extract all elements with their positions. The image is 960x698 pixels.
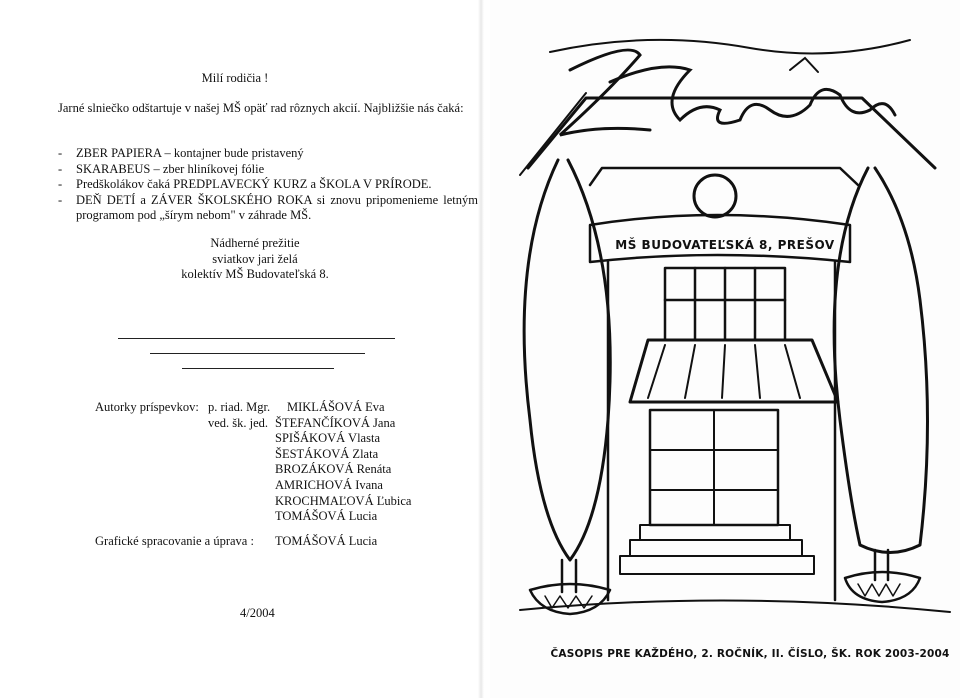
author-name: AMRICHOVÁ Ivana [275,477,383,492]
author-name: BROZÁKOVÁ Renáta [275,462,392,477]
title-underline [550,40,910,54]
window-bars [665,268,785,340]
right-planter-pattern [858,584,900,596]
left-tree-trunk [562,560,576,592]
wishes-line: sviatkov jari želá [212,251,298,266]
left-page [0,0,478,698]
list-item: - SKARABEUS – zber hliníkovej fólie [58,162,478,178]
title-accent [790,58,818,72]
cover-page [490,0,960,698]
divider [150,353,365,354]
author-name: SPIŠÁKOVÁ Vlasta [275,431,380,446]
author-roles [208,400,270,431]
list-item: - ZBER PAPIERA – kontajner bude pristavený [58,146,478,162]
page-fold [478,0,484,698]
intro-paragraph: Jarné slniečko odštartuje v našej MŠ opäť rad rôznych akcií. Najbližšie nás čaká: [58,101,464,115]
cover-subtitle: ČASOPIS PRE KAŽDÉHO, 2. ROČNÍK, II. ČÍSLO, ŠK. ROK 2003-2004 [550,648,950,660]
authors-label: Autorky príspevkov: [95,400,199,414]
left-tree [524,160,610,560]
issue-date: 4/2004 [240,606,275,620]
author-names [275,400,411,525]
title-flourish [560,50,650,135]
list-item: - Predškolákov čaká PREDPLAVECKÝ KURZ a ŠKOLA V PRÍRODE. [58,177,478,193]
wishes-line: Nádherné prežitie [210,236,300,250]
events-list [58,146,478,224]
cover-title-logo [490,0,960,190]
school-name: MŠ BUDOVATEĽSKÁ 8, PREŠOV [615,238,835,252]
awning [630,340,838,402]
author-name: ŠESTÁKOVÁ Zlata [275,446,379,461]
wishes-line: kolektív MŠ Budovateľská 8. [181,267,329,281]
author-name: ŠTEFANČÍKOVÁ Jana [275,415,396,430]
wishes-block [120,236,390,283]
author-role: ved. šk. jed. [208,415,269,430]
divider [182,368,334,369]
author-name: KROCHMAĽOVÁ Ľubica [275,493,412,508]
author-role: p. riad. Mgr. [208,400,271,414]
graphics-name: TOMÁŠOVÁ Lucia [275,534,378,548]
left-planter [530,584,610,614]
divider [118,338,395,339]
author-name: TOMÁŠOVÁ Lucia [275,509,378,524]
front-steps [620,525,814,574]
author-name: MIKLÁŠOVÁ Eva [287,400,385,414]
greeting: Milí rodičia ! [201,71,269,85]
graphics-label: Grafické spracovanie a úprava : [95,534,254,548]
list-item: - DEŇ DETÍ a ZÁVER ŠKOLSKÉHO ROKA si znovu pripomenieme letným programom pod „šírym nebom" v záhrade MŠ. [58,193,478,224]
awning-stripes [648,345,800,398]
door-panels [650,410,778,525]
right-planter [845,572,920,602]
title-lettering [610,67,895,123]
right-tree-trunk [875,550,888,580]
